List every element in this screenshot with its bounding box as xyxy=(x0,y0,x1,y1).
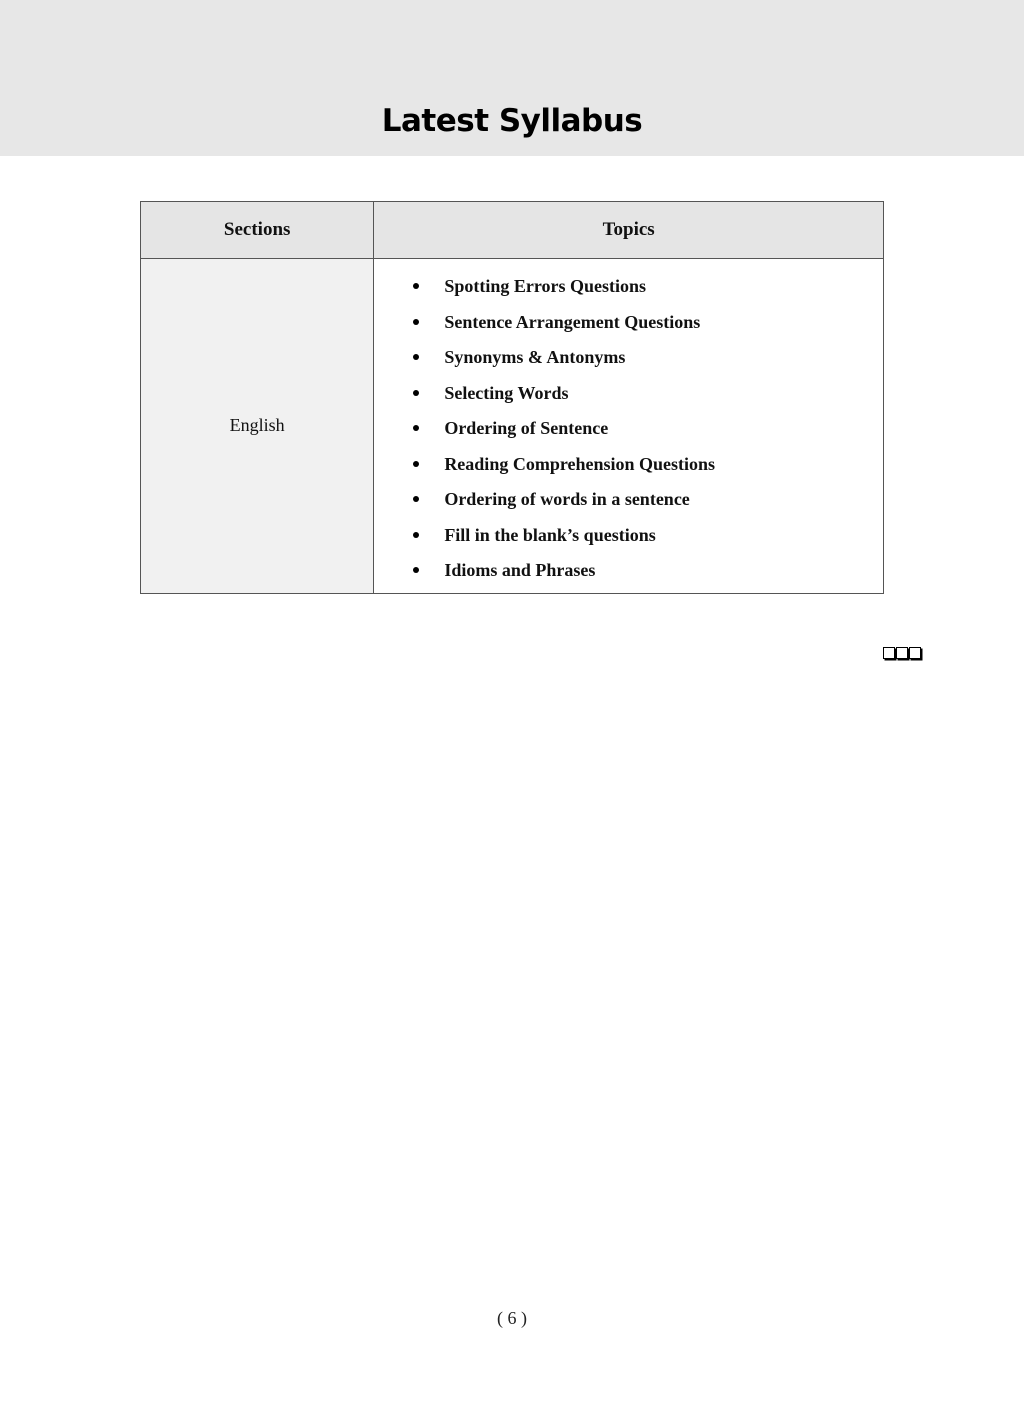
bullet-icon xyxy=(413,425,419,431)
topic-label: Reading Comprehension Questions xyxy=(444,453,716,474)
page-number: ( 6 ) xyxy=(497,1308,527,1328)
topic-label: Fill in the blank’s questions xyxy=(444,524,656,545)
bullet-icon xyxy=(413,567,419,573)
list-item xyxy=(374,522,883,558)
end-square-icon xyxy=(883,647,895,659)
bullet-icon xyxy=(413,390,419,396)
list-item xyxy=(374,486,883,522)
list-item xyxy=(374,415,883,451)
bullet-icon xyxy=(413,319,419,325)
end-square-icon xyxy=(896,647,908,659)
topic-label: Ordering of Sentence xyxy=(444,418,609,438)
end-marks-icon xyxy=(883,647,921,659)
topic-label: Synonyms & Antonyms xyxy=(444,347,626,367)
topic-label: Sentence Arrangement Questions xyxy=(444,311,701,332)
table-row xyxy=(141,259,884,594)
bullet-icon xyxy=(413,496,419,502)
topic-label: Spotting Errors Questions xyxy=(444,276,647,296)
column-header-sections: Sections xyxy=(141,202,374,259)
list-item xyxy=(374,557,883,593)
section-cell: English xyxy=(141,259,374,594)
bullet-icon xyxy=(413,354,419,360)
page-title: Latest Syllabus xyxy=(381,103,643,139)
bullet-icon xyxy=(413,461,419,467)
list-item xyxy=(374,309,883,345)
list-item xyxy=(374,380,883,416)
topic-list xyxy=(374,259,883,593)
bullet-icon xyxy=(413,283,419,289)
end-square-icon xyxy=(909,647,921,659)
topic-label: Ordering of words in a sentence xyxy=(444,489,690,509)
table-header-row xyxy=(141,202,884,259)
list-item xyxy=(374,451,883,487)
list-item xyxy=(374,344,883,380)
list-item xyxy=(374,273,883,309)
bullet-icon xyxy=(413,532,419,538)
topic-label: Selecting Words xyxy=(444,382,569,403)
syllabus-table xyxy=(140,201,884,594)
topic-label: Idioms and Phrases xyxy=(444,560,596,580)
column-header-topics: Topics xyxy=(374,202,884,259)
topics-cell xyxy=(374,259,884,594)
